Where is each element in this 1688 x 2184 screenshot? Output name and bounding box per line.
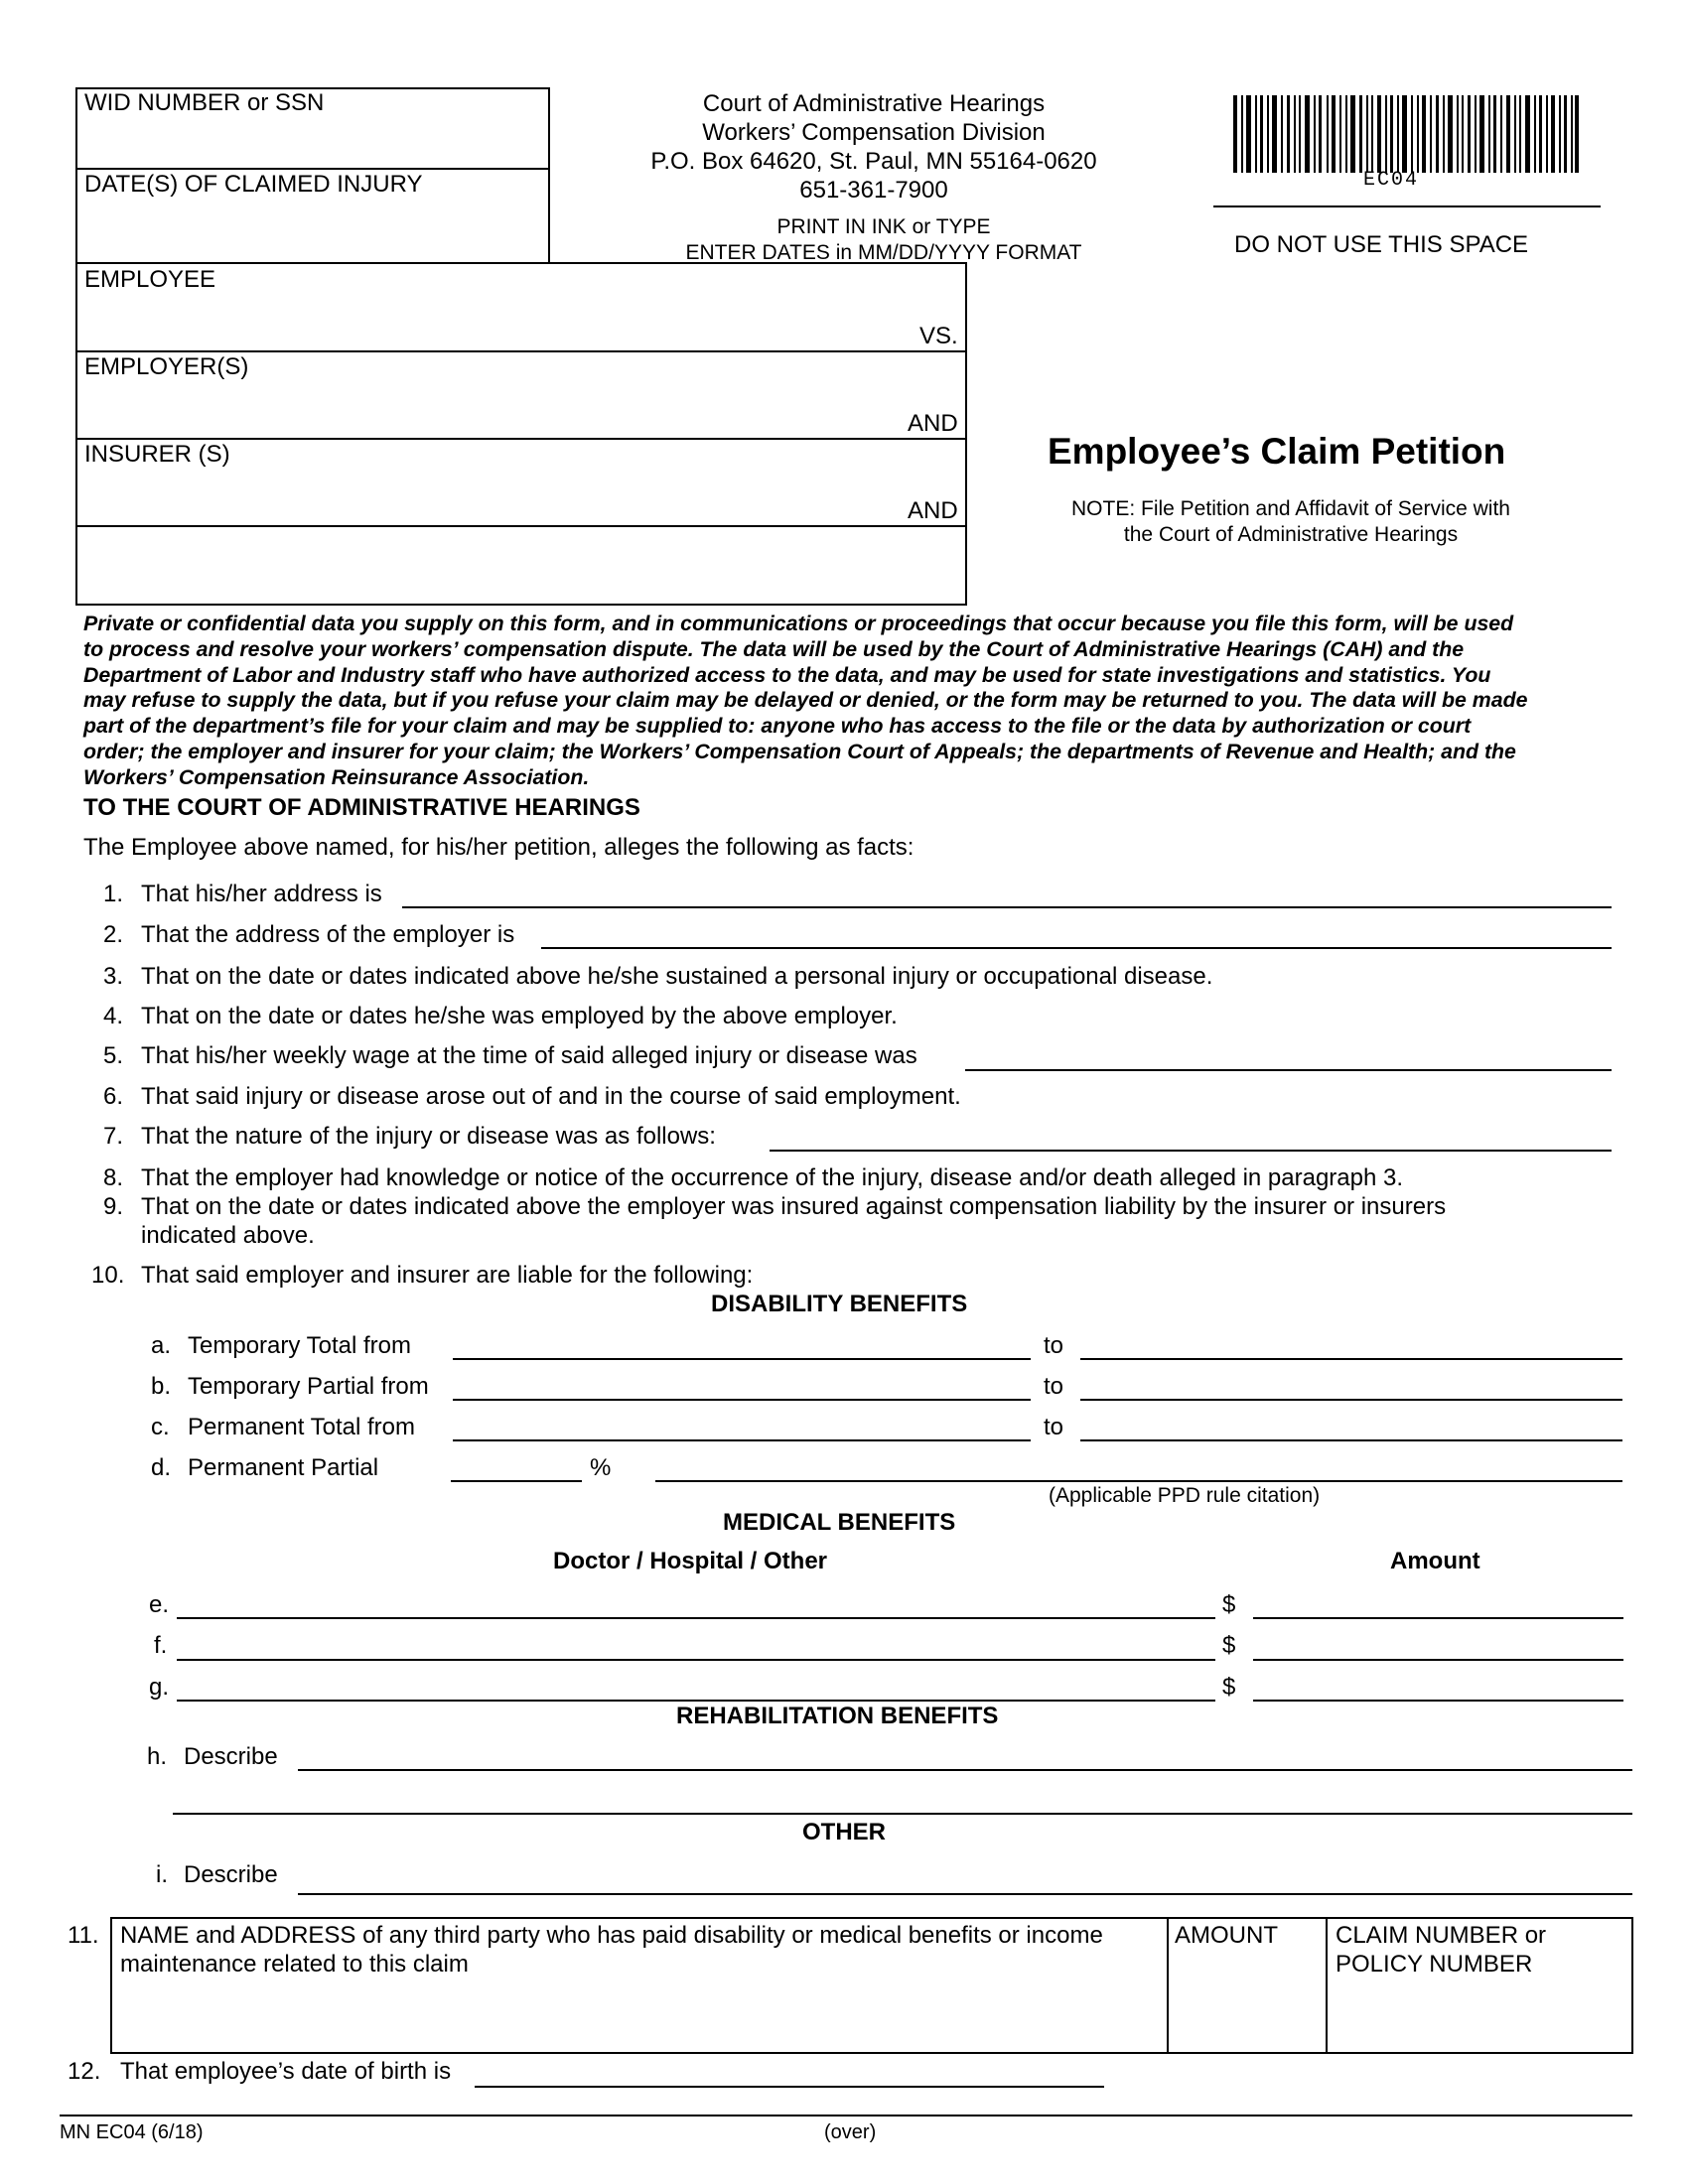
provider-column-header: Doctor / Hospital / Other bbox=[553, 1548, 828, 1574]
footer-rule bbox=[60, 2115, 1632, 2116]
privacy-line: Workers’ Compensation Reinsurance Association. bbox=[83, 764, 590, 789]
barcode-divider bbox=[1213, 205, 1601, 207]
course-statement: That said injury or disease arose out of and in the course of said employment. bbox=[141, 1083, 961, 1110]
employers-label: EMPLOYER(S) bbox=[84, 353, 249, 380]
ppd-rule-citation-field[interactable] bbox=[655, 1480, 1622, 1482]
medical-provider-field[interactable] bbox=[177, 1659, 1215, 1661]
policy-number-header: POLICY NUMBER bbox=[1336, 1951, 1533, 1978]
claim-policy-number-field[interactable] bbox=[1328, 1981, 1631, 2052]
liability-statement: That said employer and insurer are liable for the following: bbox=[141, 1262, 754, 1289]
privacy-line: part of the department’s file for your claim and may be supplied to: anyone who has access to the file or the data by authorization or court bbox=[83, 714, 1472, 739]
and-label: AND bbox=[908, 497, 958, 524]
item-number: 3. bbox=[103, 963, 124, 990]
item-number: 12. bbox=[68, 2058, 101, 2085]
describe-label: Describe bbox=[184, 1743, 278, 1770]
instruction-ink: PRINT IN INK or TYPE bbox=[776, 215, 991, 238]
rehab-description-field[interactable] bbox=[298, 1769, 1632, 1771]
medical-amount-field[interactable] bbox=[1253, 1659, 1623, 1661]
sub-letter: d. bbox=[151, 1454, 172, 1481]
claim-number-header: CLAIM NUMBER or bbox=[1336, 1922, 1547, 1949]
medical-provider-field[interactable] bbox=[177, 1617, 1215, 1619]
medical-heading: MEDICAL BENEFITS bbox=[723, 1509, 956, 1536]
injury-statement: That on the date or dates indicated above he/she sustained a personal injury or occupational disease. bbox=[141, 963, 1213, 990]
permanent-total-from-field[interactable] bbox=[453, 1439, 1031, 1441]
item-number: 11. bbox=[68, 1922, 99, 1949]
privacy-line: Private or confidential data you supply on this form, and in communications or proceedings that occur because you file this form, will be used bbox=[83, 612, 1514, 635]
barcode-code: EC04 bbox=[1363, 169, 1420, 192]
to-court-heading: TO THE COURT OF ADMINISTRATIVE HEARINGS bbox=[83, 794, 640, 821]
to-label: to bbox=[1044, 1414, 1064, 1440]
court-division: Workers’ Compensation Division bbox=[702, 119, 1046, 146]
wid-number-label: WID NUMBER or SSN bbox=[84, 89, 325, 116]
wid-number-field[interactable] bbox=[77, 117, 548, 167]
disability-heading: DISABILITY BENEFITS bbox=[711, 1291, 968, 1317]
temporary-total-label: Temporary Total from bbox=[188, 1332, 411, 1359]
court-name: Court of Administrative Hearings bbox=[702, 90, 1046, 117]
temporary-total-from-field[interactable] bbox=[453, 1358, 1031, 1360]
court-phone: 651-361-7900 bbox=[799, 177, 948, 204]
temporary-partial-to-field[interactable] bbox=[1080, 1399, 1622, 1401]
form-id: MN EC04 (6/18) bbox=[60, 2121, 204, 2143]
permanent-total-to-field[interactable] bbox=[1080, 1439, 1622, 1441]
to-label: to bbox=[1044, 1373, 1064, 1400]
filing-note-line1: NOTE: File Petition and Affidavit of Service with bbox=[1071, 497, 1510, 520]
permanent-partial-label: Permanent Partial bbox=[188, 1454, 379, 1481]
sub-letter: h. bbox=[147, 1743, 168, 1770]
temporary-partial-label: Temporary Partial from bbox=[188, 1373, 429, 1400]
sub-letter: f. bbox=[154, 1632, 168, 1659]
do-not-use-label: DO NOT USE THIS SPACE bbox=[1234, 231, 1529, 258]
employment-statement: That on the date or dates he/she was employed by the above employer. bbox=[141, 1003, 898, 1029]
describe-label: Describe bbox=[184, 1861, 278, 1888]
item-number: 4. bbox=[103, 1003, 124, 1029]
divider bbox=[75, 168, 550, 170]
employer-address-field[interactable] bbox=[541, 947, 1612, 949]
notice-statement: That the employer had knowledge or notice of the occurrence of the injury, disease and/or death alleged in paragraph 3. bbox=[141, 1164, 1404, 1191]
insurers-field[interactable] bbox=[77, 469, 902, 523]
print-instructions bbox=[635, 214, 1132, 266]
item-number: 8. bbox=[103, 1164, 124, 1191]
form-title: Employee’s Claim Petition bbox=[1048, 431, 1506, 472]
third-party-name-header: NAME and ADDRESS of any third party who has paid disability or medical benefits or income bbox=[120, 1922, 1103, 1949]
item-number: 2. bbox=[103, 921, 124, 948]
injury-dates-label: DATE(S) OF CLAIMED INJURY bbox=[84, 171, 423, 198]
third-party-name-field[interactable] bbox=[112, 1981, 1165, 2052]
to-label: to bbox=[1044, 1332, 1064, 1359]
date-of-birth-field[interactable] bbox=[475, 2086, 1104, 2088]
vs-label: VS. bbox=[919, 323, 958, 349]
permanent-partial-percent-field[interactable] bbox=[451, 1480, 582, 1482]
employee-field[interactable] bbox=[77, 294, 902, 348]
privacy-line: may refuse to supply the data, but if you refuse your claim may be delayed or denied, or the form may be returned to you. The data will be made bbox=[83, 688, 1528, 713]
barcode bbox=[1233, 95, 1579, 173]
temporary-total-to-field[interactable] bbox=[1080, 1358, 1622, 1360]
injury-nature-label: That the nature of the injury or disease was as follows: bbox=[141, 1123, 716, 1150]
employee-address-field[interactable] bbox=[402, 906, 1612, 908]
rehab-heading: REHABILITATION BENEFITS bbox=[676, 1703, 999, 1729]
instruction-dates: ENTER DATES in MM/DD/YYYY FORMAT bbox=[685, 241, 1082, 264]
divider bbox=[75, 350, 967, 352]
medical-amount-field[interactable] bbox=[1253, 1700, 1623, 1702]
permanent-total-label: Permanent Total from bbox=[188, 1414, 415, 1440]
address-label: That his/her address is bbox=[141, 881, 382, 907]
injury-nature-field[interactable] bbox=[770, 1150, 1612, 1152]
sub-letter: e. bbox=[149, 1591, 170, 1618]
over-note: (over) bbox=[824, 2121, 877, 2143]
item-number: 10. bbox=[91, 1262, 125, 1289]
ppd-rule-citation-note: (Applicable PPD rule citation) bbox=[1049, 1484, 1321, 1507]
percent-sign: % bbox=[590, 1454, 612, 1481]
dollar-sign: $ bbox=[1222, 1591, 1236, 1618]
weekly-wage-label: That his/her weekly wage at the time of said alleged injury or disease was bbox=[141, 1042, 917, 1069]
medical-provider-field[interactable] bbox=[177, 1700, 1215, 1702]
privacy-line: to process and resolve your workers’ compensation dispute. The data will be used by the Court of Administrative Hearings (CAH) and the bbox=[83, 636, 1465, 661]
divider bbox=[75, 438, 967, 440]
rehab-description-field[interactable] bbox=[173, 1813, 1632, 1815]
insured-statement-cont: indicated above. bbox=[141, 1222, 315, 1249]
amount-header: AMOUNT bbox=[1175, 1922, 1278, 1949]
third-party-amount-field[interactable] bbox=[1169, 1952, 1324, 2052]
injury-dates-field[interactable] bbox=[77, 199, 548, 262]
insured-statement: That on the date or dates indicated above the employer was insured against compensation liability by the insurer or insurers bbox=[141, 1193, 1447, 1220]
and-label: AND bbox=[908, 410, 958, 437]
weekly-wage-field[interactable] bbox=[965, 1069, 1612, 1071]
item-number: 6. bbox=[103, 1083, 124, 1110]
filing-note bbox=[1033, 496, 1549, 548]
third-party-name-header-cont: maintenance related to this claim bbox=[120, 1951, 469, 1978]
sub-letter: c. bbox=[151, 1414, 170, 1440]
employee-label: EMPLOYEE bbox=[84, 266, 216, 293]
employers-field[interactable] bbox=[77, 381, 902, 436]
employer-address-label: That the address of the employer is bbox=[141, 921, 515, 948]
privacy-line: order; the employer and insurer for your claim; the Workers’ Compensation Court of Appeals; the departments of Revenue and Health; and the bbox=[83, 739, 1516, 763]
other-heading: OTHER bbox=[802, 1819, 886, 1845]
item-number: 7. bbox=[103, 1123, 124, 1150]
sub-letter: b. bbox=[151, 1373, 172, 1400]
additional-party-field[interactable] bbox=[77, 527, 965, 604]
privacy-notice bbox=[83, 612, 1611, 791]
sub-letter: g. bbox=[149, 1674, 170, 1701]
item-number: 9. bbox=[103, 1193, 124, 1220]
filing-note-line2: the Court of Administrative Hearings bbox=[1123, 523, 1459, 546]
amount-column-header: Amount bbox=[1390, 1548, 1480, 1574]
sub-letter: i. bbox=[156, 1861, 168, 1888]
sub-letter: a. bbox=[151, 1332, 172, 1359]
other-description-field[interactable] bbox=[298, 1893, 1632, 1895]
item-number: 5. bbox=[103, 1042, 124, 1069]
temporary-partial-from-field[interactable] bbox=[453, 1399, 1031, 1401]
item-number: 1. bbox=[103, 881, 124, 907]
medical-amount-field[interactable] bbox=[1253, 1617, 1623, 1619]
dollar-sign: $ bbox=[1222, 1674, 1236, 1701]
insurers-label: INSURER (S) bbox=[84, 441, 230, 468]
dollar-sign: $ bbox=[1222, 1632, 1236, 1659]
intro-text: The Employee above named, for his/her petition, alleges the following as facts: bbox=[83, 834, 914, 861]
privacy-line: Department of Labor and Industry staff who have authorized access to the data, and may be used for state investigations and statistics. You bbox=[83, 662, 1491, 687]
court-address bbox=[596, 89, 1152, 205]
date-of-birth-label: That employee’s date of birth is bbox=[120, 2058, 452, 2085]
court-po-box: P.O. Box 64620, St. Paul, MN 55164-0620 bbox=[650, 148, 1097, 175]
